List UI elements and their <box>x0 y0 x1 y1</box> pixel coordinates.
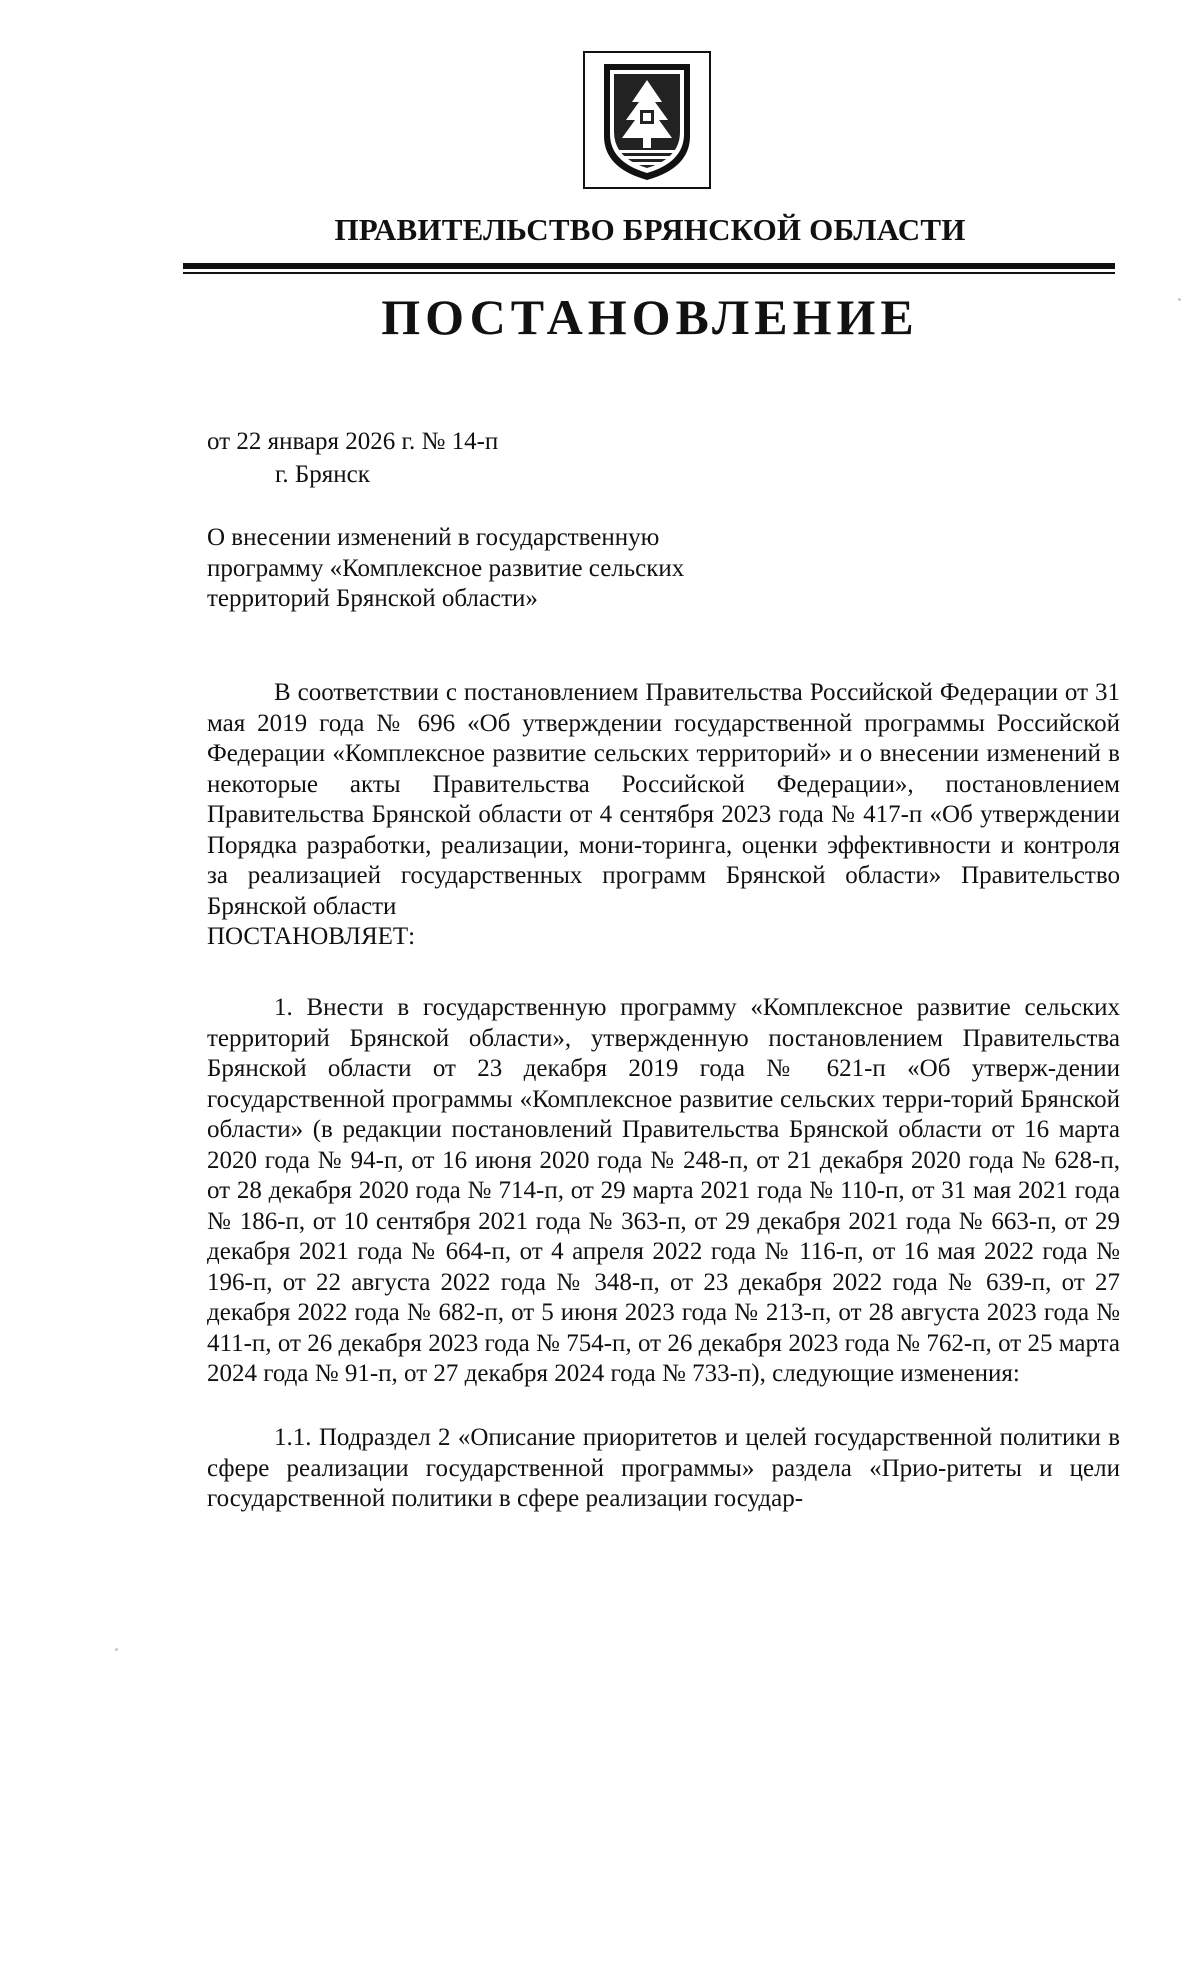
resolves-word: ПОСТАНОВЛЯЕТ: <box>207 923 416 950</box>
header-divider-thin <box>183 272 1115 274</box>
government-name-heading: ПРАВИТЕЛЬСТВО БРЯНСКОЙ ОБЛАСТИ <box>334 212 966 247</box>
document-city: г. Брянск <box>275 461 370 488</box>
bryansk-coat-of-arms-icon <box>582 50 712 190</box>
preamble-paragraph: В соответствии с постановлением Правительства Российской Федерации от 31 мая 2019 года № 696 «Об утверждении государственной программы Российской Федерации «Комплексное развитие сельских территорий» и о внесении изменений в некоторые акты Правительства Российской Федерации», постановлением Правительства Брянской области от 4 сентября 2023 года № 417-п «Об утверждении Порядка разработки, реализации, мони-торинга, оценки эффективности и контроля за реализацией государственных программ Брянской области» Правительство Брянской области <box>207 679 1120 920</box>
document-type-title: ПОСТАНОВЛЕНИЕ <box>381 289 919 345</box>
document-subject: О внесении изменений в государственную программу «Комплексное развитие сельских территорий Брянской области» <box>207 524 685 612</box>
scan-speck <box>115 1648 118 1651</box>
item-1-paragraph: 1. Внести в государственную программу «Комплексное развитие сельских территорий Брянской области», утвержденную постановлением Правительства Брянской области от 23 декабря 2019 года № 621-п «Об утверж-дении государственной программы «Комплексное развитие сельских терри-торий Брянской области» (в редакции постановлений Правительства Брянской области от 16 марта 2020 года № 94-п, от 16 июня 2020 года № 248-п, от 21 декабря 2020 года № 628-п, от 28 декабря 2020 года № 714-п, от 29 марта 2021 года № 110-п, от 31 мая 2021 года № 186-п, от 10 сентября 2021 года № 363-п, от 29 декабря 2021 года № 663-п, от 29 декабря 2021 года № 664-п, от 4 апреля 2022 года № 116-п, от 16 мая 2022 года № 196-п, от 22 августа 2022 года № 348-п, от 23 декабря 2022 года № 639-п, от 27 декабря 2022 года № 682-п, от 5 июня 2023 года № 213-п, от 28 августа 2023 года № 411-п, от 26 декабря 2023 года № 754-п, от 26 декабря 2023 года № 762-п, от 25 марта 2024 года № 91-п, от 27 декабря 2024 года № 733-п), следующие изменения: <box>207 994 1120 1387</box>
scan-speck <box>1178 298 1181 301</box>
document-date-number: от 22 января 2026 г. № 14-п <box>207 428 499 455</box>
item-1-1-paragraph: 1.1. Подраздел 2 «Описание приоритетов и целей государственной политики в сфере реализации государственной программы» раздела «Прио-ритеты и цели государственной политики в сфере реализации государ- <box>207 1424 1120 1512</box>
header-divider-thick <box>183 263 1115 269</box>
